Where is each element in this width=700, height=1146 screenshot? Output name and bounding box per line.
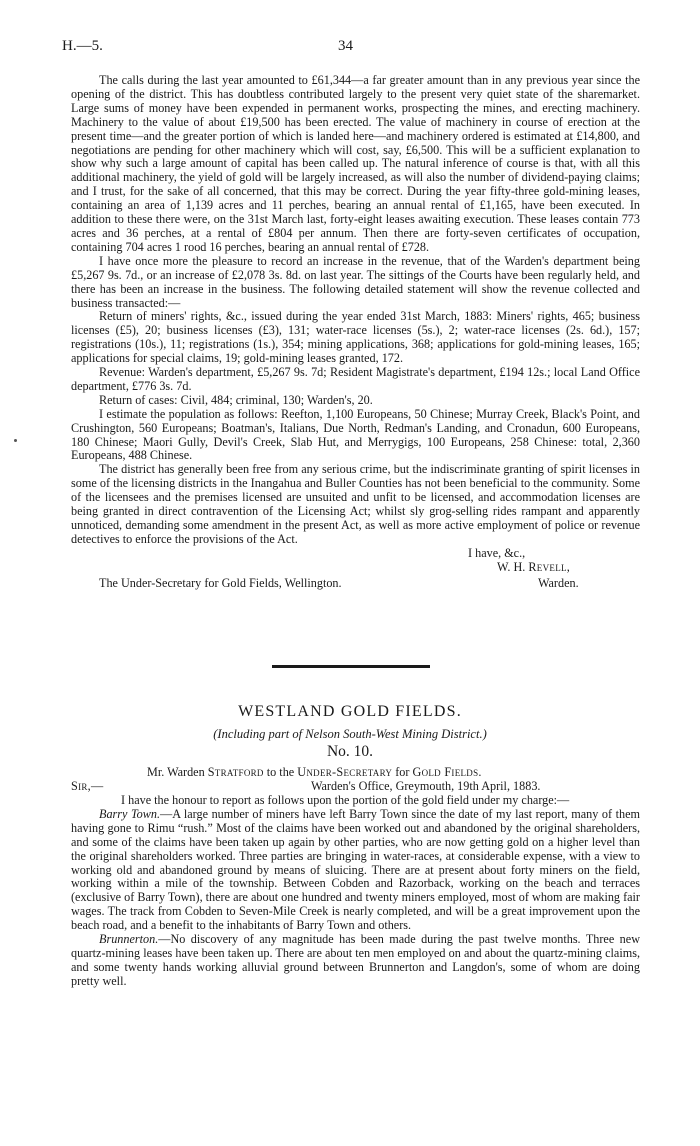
letter-to-word: to the xyxy=(266,765,295,779)
paragraph-barry-town xyxy=(71,808,640,933)
signature-surname: Revell, xyxy=(528,559,571,574)
letter-from: Mr. Warden xyxy=(147,765,205,779)
addressee-line xyxy=(71,577,640,591)
closing-phrase: I have, &c., xyxy=(468,545,526,560)
barry-town-heading: Barry Town. xyxy=(99,806,161,821)
office-and-date: Warden's Office, Greymouth, 19th April, 1883. xyxy=(311,779,541,793)
paragraph-calls-machinery: The calls during the last year amounted to £61,344—a far greater amount than in any previous year since the opening of the district. This has doubtless contributed largely to the present very quiet state of the sharemarket. Large sums of money have been expended in permanent works, prospecting the mines, and erecting machinery. Machinery to the value of about £19,500 has been erected. The value of machinery in course of erection at the present time—and the greater portion of which is landed here—and machinery ordered is estimated at £14,800, and negotiations are pending for other machinery which will cost, say, £6,500. This will be a sufficient explanation to show why such a large amount of capital has been called up. The natural inference of course is that, with all this additional machinery, the yield of gold will be largely increased, as will also the number of dividend-paying claims; and I trust, for the sake of all concerned, that this may be correct. During the year fifty-three gold-mining leases, containing an area of 1,139 acres and 11 perches, bearing an annual rental of £1,165, have been executed. In addition to these there were, on the 31st March last, forty-eight leases awaiting execution. These leases contain 773 acres and 36 perches, at a rental of £804 per annum. Then there are forty-seven certificates of occupation, containing 704 acres 1 rood 16 perches, bearing an annual rental of £728. xyxy=(71,73,640,254)
letter-sender: Stratford xyxy=(207,765,264,779)
signature xyxy=(71,561,640,575)
brunnerton-heading: Brunnerton. xyxy=(99,932,159,947)
paragraph-revenue-breakdown: Revenue: Warden's department, £5,267 9s. 7d; Resident Magistrate's department, £194 12s.; local Land Office department, £776 3s. 7d. xyxy=(71,365,640,393)
signer-title: Warden. xyxy=(538,575,579,590)
addressee: The Under-Secretary for Gold Fields, Wellington. xyxy=(99,575,342,590)
paragraph-cases-return: Return of cases: Civil, 484; criminal, 130; Warden's, 20. xyxy=(99,392,373,407)
stratford-report-body xyxy=(71,766,640,989)
signature-initials: W. H. xyxy=(497,559,526,574)
revell-report-body xyxy=(71,74,640,591)
page-header xyxy=(62,38,642,58)
section-subtitle: (Including part of Nelson South-West Mining District.) xyxy=(213,727,487,741)
closing-line xyxy=(71,547,640,561)
page-number: 34 xyxy=(338,38,353,54)
paragraph-revenue-increase: I have once more the pleasure to record an increase in the revenue, that of the Warden's department being £5,267 9s. 7d., or an increase of £2,078 3s. 8d. on last year. The sittings of the Courts have been regularly held, and there has been an increase in the business. The following detailed statement will show the revenue collected and business transacted:— xyxy=(71,253,640,310)
report-intro: I have the honour to report as follows upon the portion of the gold field under my charge:— xyxy=(121,793,570,807)
brunnerton-text: —No discovery of any magnitude has been made during the past twelve months. Three new quartz-mining leases have been taken up. There are about ten men employed on and about the quartz-mining claims, and some twenty hands working alluvial ground between Brunnerton and Langdon's, some of whom are doing pretty well. xyxy=(71,932,640,988)
paragraph-crime-licensing: The district has generally been free from any serious crime, but the indiscriminate granting of spirit licenses in some of the licensing districts in the Inangahua and Buller Counties has not been beneficial to the community. Some of the licensees and the premises licensed are unsuited and unfit to be licensed, and accommodation licenses are being granted in direct contravention of the Licensing Act; whilst sly grog-selling rides rampant and apparently unnoticed, demanding some amendment in the present Act, as well as more active employment of police or revenue detectives to enforce the provisions of the Act. xyxy=(71,462,640,546)
paragraph-population-estimate: I estimate the population as follows: Reefton, 1,100 Europeans, 50 Chinese; Murray Creek, Black's Point, and Crushington, 560 Europeans; Boatman's, Italians, Due North, Redman's Landing, and Cronadun, 600 Europeans, 180 Chinese; Maori Gully, Devil's Creek, Slab Hut, and Merrygigs, 100 Europeans, 258 Chinese: total, 2,360 Europeans, 488 Chinese. xyxy=(71,406,640,463)
letter-heading xyxy=(71,766,640,780)
section-divider-rule xyxy=(272,665,430,668)
letter-for-word: for xyxy=(395,765,410,779)
paragraph-miners-rights-return: Return of miners' rights, &c., issued during the year ended 31st March, 1883: Miners' rights, 465; business licenses (£5), 20; business licenses (£3), 131; water-race licenses (5s.), 2; water-race licenses (2s. 6d.), 157; registrations (10s.), 11; registrations (1s.), 354; mining applications, 368; applications for gold-mining leases, 165; applications for special claims, 19; gold-mining leases granted, 172. xyxy=(71,309,640,366)
paragraph-brunnerton xyxy=(71,933,640,989)
barry-town-text: —A large number of miners have left Barry Town since the date of my last report, many of them having gone to Rimu “rush.” Most of the claims have been worked out and abandoned by the original shareholders, and some of the claims have been taken up again by other parties, who are now getting gold on a higher level than the original shareholders worked. Three parties are bringing in water-races, at considerable expense, with a view to working old and abandoned ground by means of sluicing. There are at present about forty miners on the field, working within a mile of the township. Between Cobden and Razorback, working on the beach and terraces (exclusive of Barry Town), there are about one hundred and twenty miners employed, most of whom are making fair wages. The track from Cobden to Seven-Mile Creek is nearly completed, and will be a great improvement upon the beach road, and a benefit to the inhabitants of Barry Town and others. xyxy=(71,806,640,933)
parliamentary-paper-code: H.—5. xyxy=(62,38,103,54)
salutation: Sir,— xyxy=(71,779,104,793)
salutation-line xyxy=(71,780,640,794)
letter-recipient: Under-Secretary xyxy=(297,765,393,779)
report-number: No. 10. xyxy=(326,743,374,760)
section-title: WESTLAND GOLD FIELDS. xyxy=(238,703,462,720)
margin-speck xyxy=(14,439,17,442)
letter-department: Gold Fields. xyxy=(412,765,482,779)
